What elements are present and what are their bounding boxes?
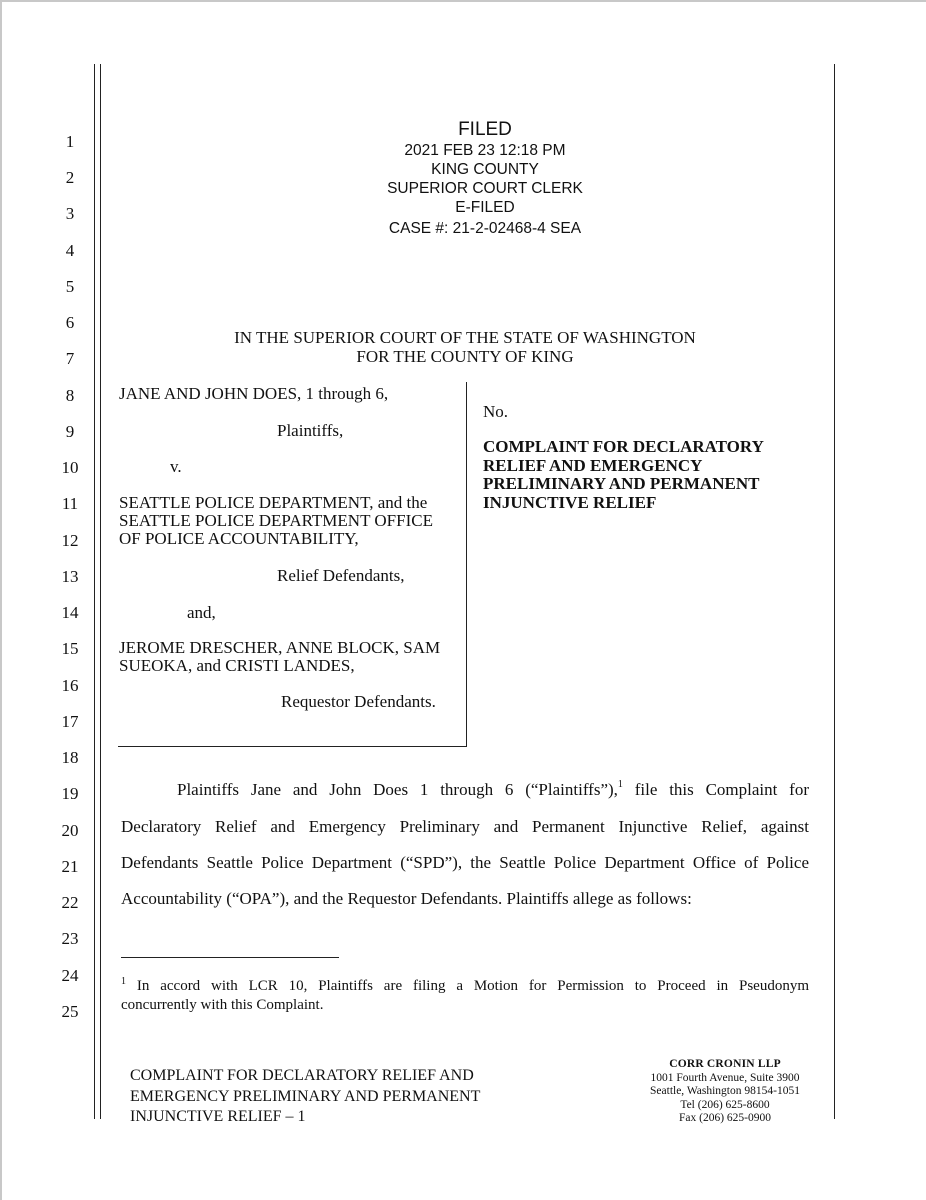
line-number: 20 bbox=[61, 821, 79, 840]
plaintiffs-name: JANE AND JOHN DOES, 1 through 6, bbox=[119, 384, 389, 403]
stamp-clerk: SUPERIOR COURT CLERK bbox=[387, 180, 583, 197]
law-firm-block bbox=[625, 1058, 825, 1126]
line-number: 2 bbox=[65, 168, 75, 187]
line-number: 10 bbox=[61, 458, 79, 477]
line-number: 11 bbox=[61, 494, 79, 513]
line-number: 18 bbox=[61, 748, 79, 767]
line-number: 14 bbox=[61, 603, 79, 622]
document-title-line3: PRELIMINARY AND PERMANENT bbox=[483, 474, 760, 493]
footer-title-line2: EMERGENCY PRELIMINARY AND PERMANENT bbox=[130, 1087, 481, 1105]
footer-document-title bbox=[130, 1066, 480, 1128]
left-margin-rule-inner bbox=[100, 64, 101, 1119]
line-number: 1 bbox=[65, 132, 75, 151]
stamp-county: KING COUNTY bbox=[431, 161, 539, 178]
line-number: 7 bbox=[65, 349, 75, 368]
firm-address-1: 1001 Fourth Avenue, Suite 3900 bbox=[650, 1071, 800, 1084]
page-edge-top bbox=[0, 0, 926, 2]
body-line-4: Accountability (“OPA”), and the Requestor Defendants. Plaintiffs allege as follows: bbox=[121, 889, 692, 908]
plaintiffs-label: Plaintiffs, bbox=[277, 421, 344, 440]
footnote-line-2: concurrently with this Complaint. bbox=[121, 997, 324, 1013]
body-line-1 bbox=[177, 780, 809, 800]
firm-name: CORR CRONIN LLP bbox=[669, 1058, 781, 1070]
caption-bottom-rule bbox=[118, 746, 467, 747]
body-line-1a: Plaintiffs Jane and John Does 1 through 6 (“Plaintiffs”), bbox=[177, 780, 618, 799]
page-edge-left bbox=[0, 0, 2, 1200]
line-number: 6 bbox=[65, 313, 75, 332]
requestor-defendants-line1: JEROME DRESCHER, ANNE BLOCK, SAM bbox=[119, 638, 441, 657]
relief-defendants-label: Relief Defendants, bbox=[277, 566, 405, 585]
relief-defendants-line2: SEATTLE POLICE DEPARTMENT OFFICE bbox=[119, 511, 433, 530]
document-title bbox=[483, 438, 803, 512]
line-number: 23 bbox=[61, 929, 79, 948]
versus: v. bbox=[170, 457, 182, 476]
line-number: 25 bbox=[61, 1002, 79, 1021]
footnote-rule bbox=[121, 957, 339, 958]
body-line-1b: file this Complaint for bbox=[622, 780, 809, 799]
stamp-efiled: E-FILED bbox=[455, 199, 515, 216]
line-number: 13 bbox=[61, 567, 79, 586]
footer-title-line3: INJUNCTIVE RELIEF – 1 bbox=[130, 1108, 306, 1125]
footnote-text-1: In accord with LCR 10, Plaintiffs are filing a Motion for Permission to Proceed in Pseudonym bbox=[126, 978, 809, 994]
filing-stamp bbox=[330, 119, 640, 238]
requestor-defendants-line2: SUEOKA, and CRISTI LANDES, bbox=[119, 656, 355, 675]
line-number: 4 bbox=[65, 241, 75, 260]
case-number-label: No. bbox=[483, 402, 509, 421]
document-title-line4: INJUNCTIVE RELIEF bbox=[483, 492, 657, 512]
line-number: 21 bbox=[61, 857, 79, 876]
line-number: 3 bbox=[65, 204, 75, 223]
document-title-line2: RELIEF AND EMERGENCY bbox=[483, 455, 703, 475]
line-number: 16 bbox=[61, 676, 79, 695]
line-number: 8 bbox=[65, 386, 75, 405]
right-margin-rule bbox=[834, 64, 835, 1119]
court-name-line2: FOR THE COUNTY OF KING bbox=[356, 347, 574, 366]
stamp-case-number: CASE #: 21-2-02468-4 SEA bbox=[388, 220, 582, 237]
and-conjunction: and, bbox=[187, 603, 216, 622]
body-line-2: Declaratory Relief and Emergency Preliminary and Permanent Injunctive Relief, against bbox=[121, 817, 809, 836]
footnote-reference: 1 bbox=[617, 779, 623, 790]
court-name-line1: IN THE SUPERIOR COURT OF THE STATE OF WASHINGTON bbox=[234, 328, 696, 347]
relief-defendants-line1: SEATTLE POLICE DEPARTMENT, and the bbox=[119, 493, 428, 512]
firm-fax: Fax (206) 625-0900 bbox=[679, 1112, 771, 1124]
line-number: 22 bbox=[61, 893, 79, 912]
requestor-defendants-label: Requestor Defendants. bbox=[281, 692, 436, 711]
firm-tel: Tel (206) 625-8600 bbox=[680, 1098, 770, 1111]
line-number: 9 bbox=[65, 422, 75, 441]
line-number: 19 bbox=[61, 784, 79, 803]
line-number: 5 bbox=[65, 277, 75, 296]
footer-title-line1: COMPLAINT FOR DECLARATORY RELIEF AND bbox=[130, 1067, 474, 1084]
caption-divider bbox=[466, 382, 467, 747]
stamp-datetime: 2021 FEB 23 12:18 PM bbox=[404, 142, 566, 159]
footnote-line-1 bbox=[121, 977, 809, 996]
line-number: 12 bbox=[61, 531, 79, 550]
line-number: 24 bbox=[61, 966, 79, 985]
document-title-line1: COMPLAINT FOR DECLARATORY bbox=[483, 437, 764, 456]
line-number: 17 bbox=[61, 712, 79, 731]
stamp-filed: FILED bbox=[458, 119, 512, 140]
body-line-3: Defendants Seattle Police Department (“SPD”), the Seattle Police Department Office of Police bbox=[121, 853, 809, 872]
relief-defendants-line3: OF POLICE ACCOUNTABILITY, bbox=[119, 529, 359, 548]
line-number: 15 bbox=[61, 639, 79, 658]
footnote-marker: 1 bbox=[121, 976, 126, 987]
firm-address-2: Seattle, Washington 98154-1051 bbox=[650, 1085, 800, 1097]
